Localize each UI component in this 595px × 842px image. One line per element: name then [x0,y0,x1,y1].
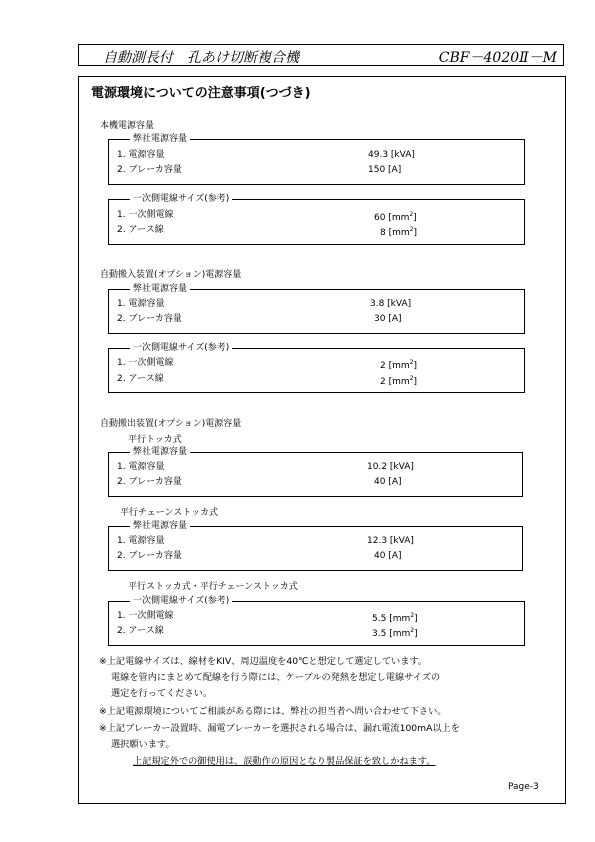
loader-earth-cable-value: 2 $[mm^2]$ [380,375,417,387]
note-cable-size: ※上記電線サイズは、線材をKIV、周辺温度を40℃と想定して選定しています。 [99,656,428,667]
main-earth-cable-value: 8 $[mm^2]$ [380,226,417,238]
chain-breaker-value: 40 [A] [374,551,402,561]
loader-capacity-legend: 弊社電源容量 [130,283,190,295]
loader-capacity-box [108,289,525,334]
chain-capacity-legend: 弊社電源容量 [130,520,190,532]
loader-breaker-value: 30 [A] [374,314,402,324]
loader-primary-cable-value: 2 $[mm^2]$ [380,359,417,371]
chain-capacity-label: 1. 電源容量 [117,536,165,546]
unloader-primary-cable-value: 5.5 $[mm^2]$ [372,612,418,624]
main-primary-cable-value: 60 $[mm^2]$ [374,211,417,223]
unloader-earth-cable-value: 3.5 $[mm^2]$ [372,627,418,639]
note-consult: ※上記電源環境についてご相談がある際には、弊社の担当者へ問い合わせて下さい。 [99,706,447,717]
main-primary-cable-label: 1. 一次側電線 [117,210,174,220]
note-breaker-cont: 選択願います。 [111,739,175,750]
main-cable-box [108,199,525,245]
loader-capacity-label: 1. 電源容量 [117,299,165,309]
main-capacity-label: 1. 電源容量 [117,150,165,160]
truck-breaker-value: 40 [A] [374,477,402,487]
unloader-cable-legend: 一次側電線サイズ(参考) [130,595,232,607]
truck-capacity-legend: 弊社電源容量 [130,446,190,458]
chain-breaker-label: 2. ブレーカ容量 [117,551,182,561]
note-cable-size-cont2: 選定を行ってください。 [111,688,213,699]
truck-breaker-label: 2. ブレーカ容量 [117,477,182,487]
main-breaker-label: 2. ブレーカ容量 [117,165,182,175]
main-capacity-legend: 弊社電源容量 [130,133,190,145]
page-number: Page-3 [508,782,539,792]
main-capacity-value: 49.3 [kVA] [368,150,415,160]
truck-capacity-value: 10.2 [kVA] [367,462,414,472]
note-breaker: ※上記ブレーカー設置時、漏電ブレーカーを選択される場合は、漏れ電流100mA以上を [99,723,460,734]
section-heading-main: 本機電源容量 [100,121,155,131]
loader-primary-cable-label: 1. 一次側電線 [117,358,174,368]
product-name: 自動測長付 孔あけ切断複合機 [103,50,299,66]
main-earth-cable-label: 2. アース線 [117,225,164,235]
loader-cable-legend: 一次側電線サイズ(参考) [130,342,232,354]
main-capacity-box [108,139,525,185]
main-cable-legend: 一次側電線サイズ(参考) [130,193,232,205]
unloader-earth-cable-label: 2. アース線 [117,626,164,636]
note-cable-size-cont: 電線を管内にまとめて配線を行う際には、ケーブルの発熱を想定し電線サイズの [111,672,441,683]
model-number: CBF－4020Ⅱ－M [438,50,557,66]
loader-breaker-label: 2. ブレーカ容量 [117,314,182,324]
section-heading-loader: 自動搬入装置(オプション)電源容量 [100,270,242,280]
truck-capacity-label: 1. 電源容量 [117,462,165,472]
section-heading-unloader: 自動搬出装置(オプション)電源容量 [100,419,242,429]
page-title: 電源環境についての注意事項(つづき) [91,86,311,101]
loader-cable-box [108,348,525,393]
unloader-truck-subheading: 平行トッカ式 [128,435,182,445]
header-bar [78,44,564,66]
unloader-cable-box [108,601,525,646]
unloader-primary-cable-label: 1. 一次側電線 [117,611,174,621]
unloader-chain-subheading: 平行チェーンストッカ式 [120,508,219,518]
loader-capacity-value: 3.8 [kVA] [370,299,412,309]
chain-capacity-box [108,526,523,571]
warranty-warning: 上記規定外での御使用は、誤動作の原因となり製品保証を致しかねます。 [133,756,436,767]
unloader-cable-subheading: 平行ストッカ式・平行チェーンストッカ式 [128,582,298,592]
chain-capacity-value: 12.3 [kVA] [367,536,414,546]
truck-capacity-box [108,452,523,497]
main-breaker-value: 150 [A] [368,165,402,175]
loader-earth-cable-label: 2. アース線 [117,374,164,384]
